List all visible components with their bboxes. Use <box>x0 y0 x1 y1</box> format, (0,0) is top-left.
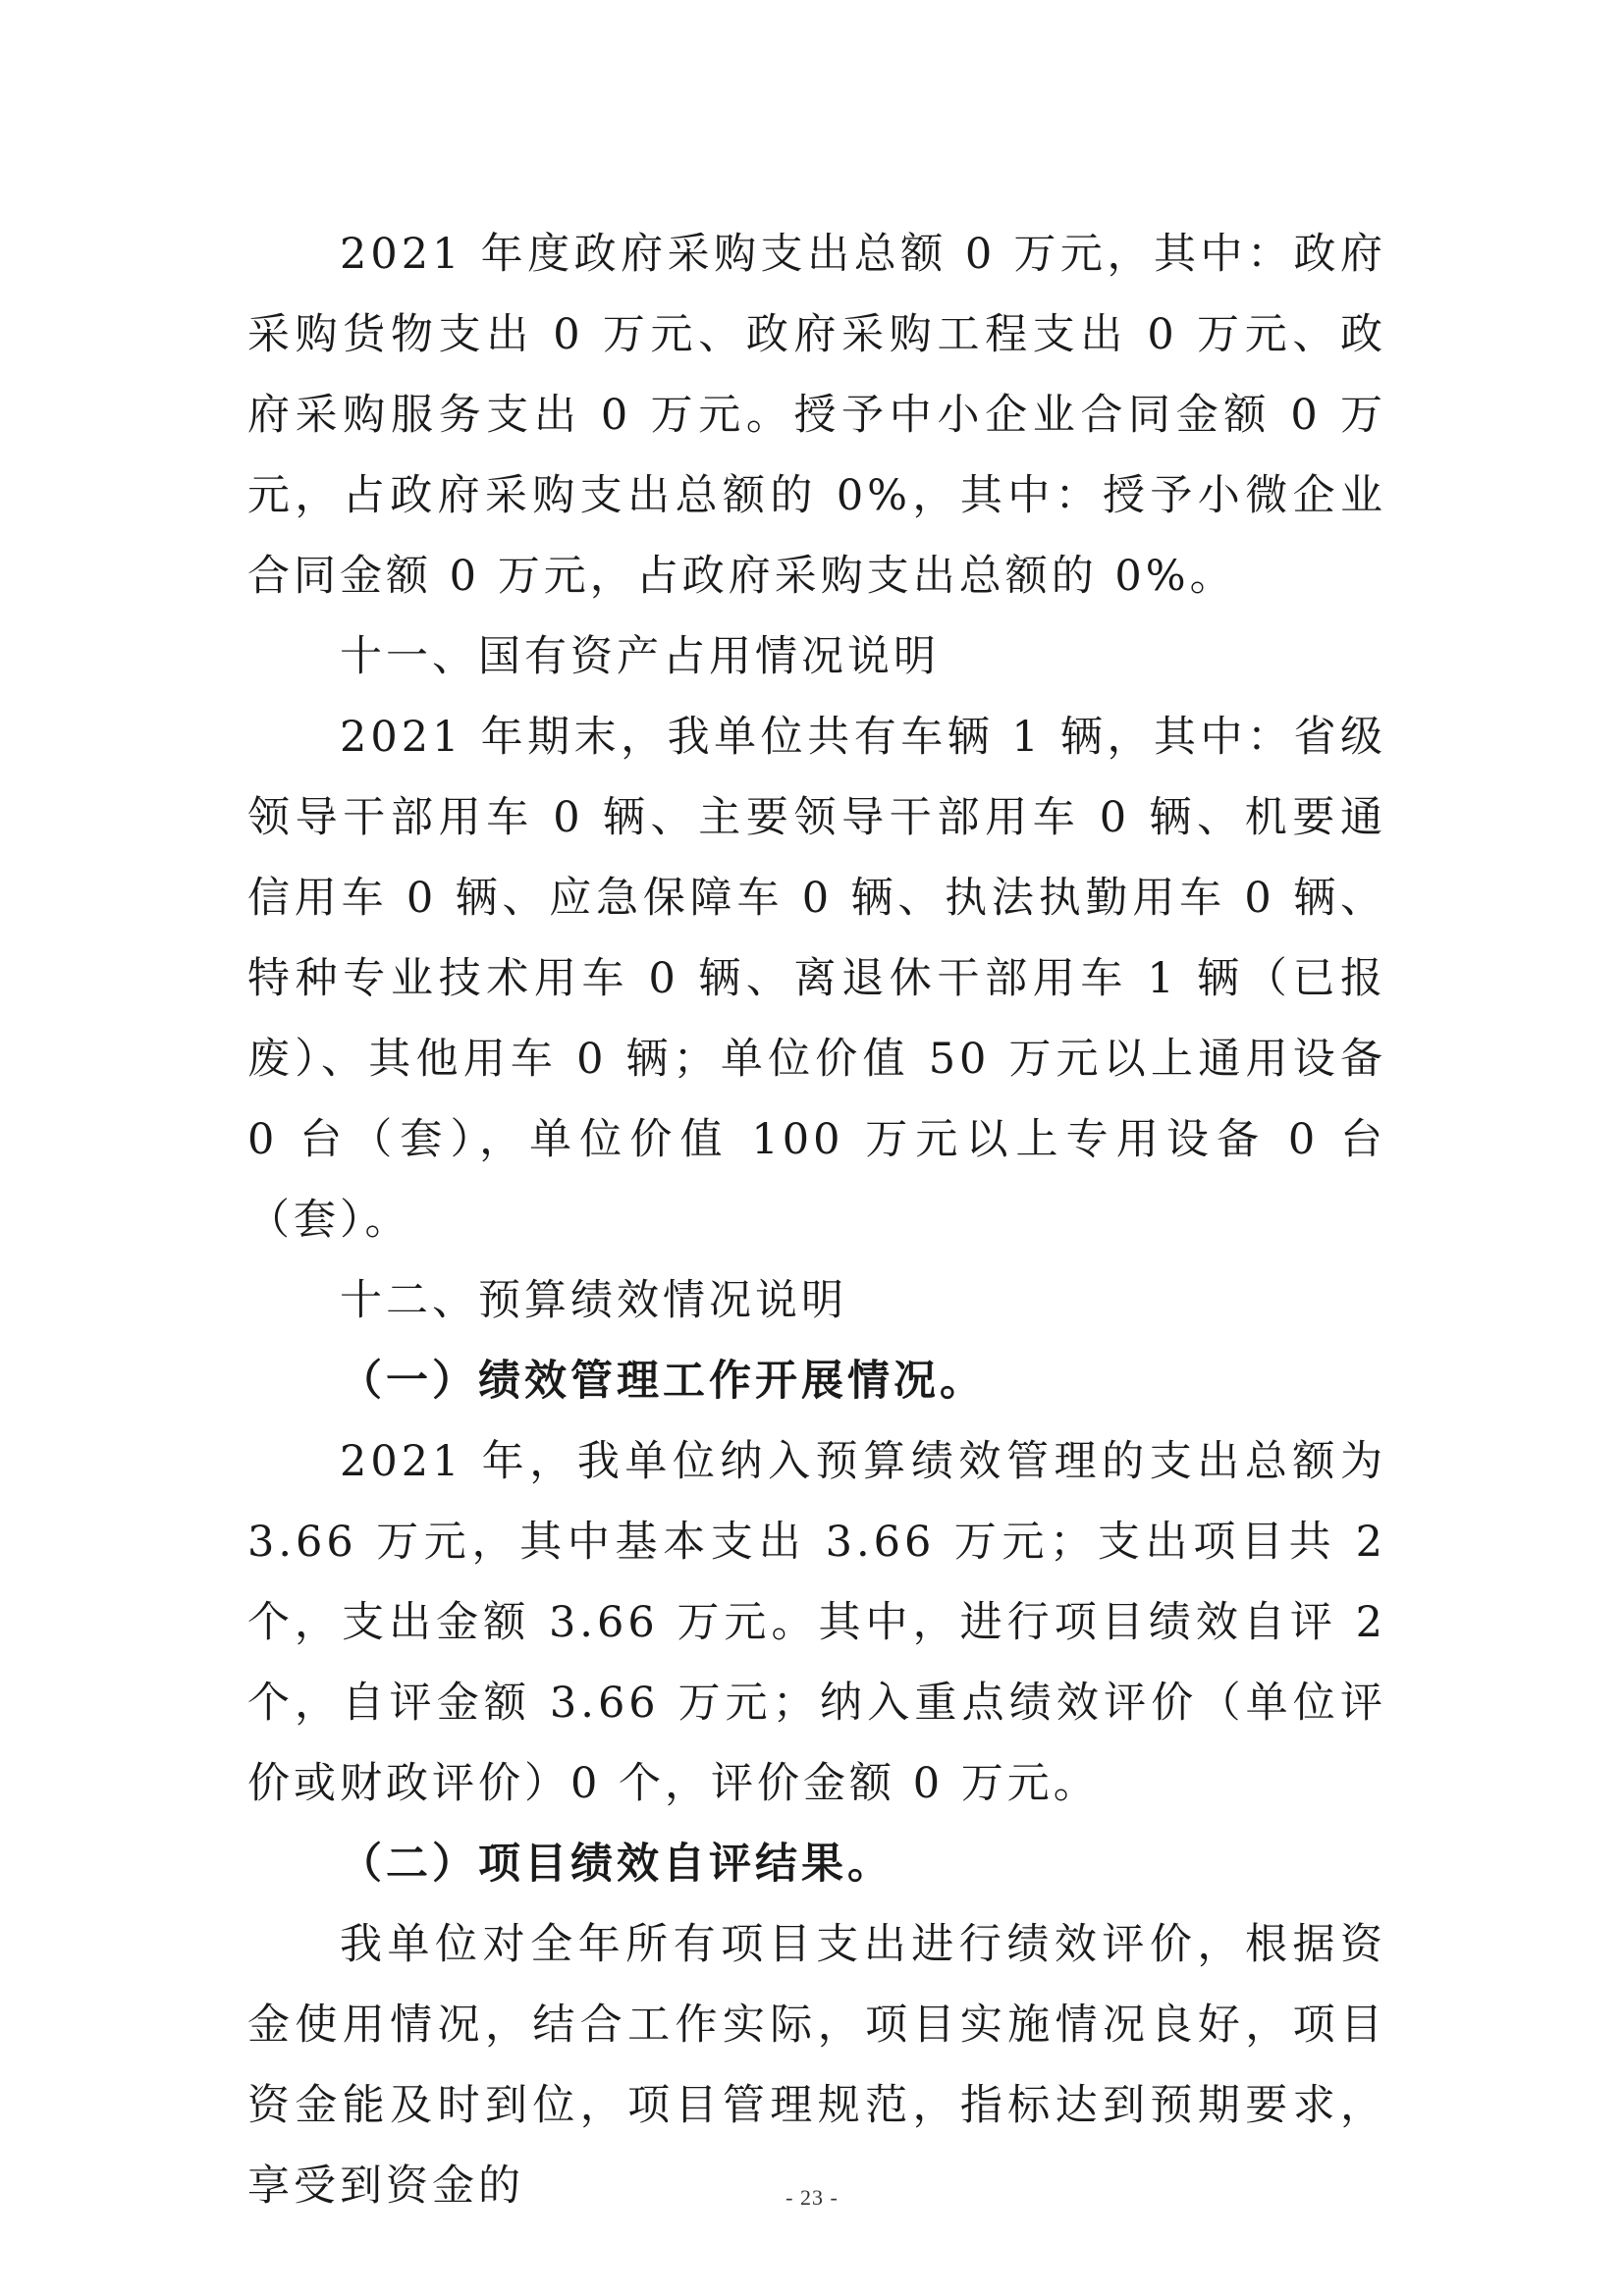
paragraph-self-evaluation: 我单位对全年所有项目支出进行绩效评价，根据资金使用情况，结合工作实际，项目实施情况良好，项目资金能及时到位，项目管理规范，指标达到预期要求，享受到资金的 <box>247 1920 1386 2211</box>
paragraph-procurement: 2021 年度政府采购支出总额 0 万元，其中：政府采购货物支出 0 万元、政府采购工程支出 0 万元、政府采购服务支出 0 万元。授予中小企业合同金额 0 万元，占政府采购支出总额的 0%，其中：授予小微企业合同金额 0 万元，占政府采购支出总额的 0%。 <box>247 230 1386 601</box>
page-number: - 23 - <box>785 2185 839 2210</box>
section-heading-11: 十一、国有资产占用情况说明 <box>340 632 940 681</box>
paragraph-state-assets: 2021 年期末，我单位共有车辆 1 辆，其中：省级领导干部用车 0 辆、主要领导干部用车 0 辆、机要通信用车 0 辆、应急保障车 0 辆、执法执勤用车 0 辆、特种专业技术用车 0 辆、离退休干部用车 1 辆（已报废）、其他用车 0 辆；单位价值 50 万元以上通用设备 0 台（套），单位价值 100 万元以上专用设备 0 台（套）。 <box>247 713 1386 1245</box>
section-heading-12: 十二、预算绩效情况说明 <box>340 1276 847 1325</box>
subheading-self-evaluation: （二）项目绩效自评结果。 <box>340 1840 893 1889</box>
document-body <box>247 214 1386 2226</box>
paragraph-performance-management: 2021 年，我单位纳入预算绩效管理的支出总额为 3.66 万元，其中基本支出 3.66 万元；支出项目共 2 个，支出金额 3.66 万元。其中，进行项目绩效自评 2 个，自评金额 3.66 万元；纳入重点绩效评价（单位评价或财政评价）0 个，评价金额 0 万元。 <box>247 1437 1386 1808</box>
subheading-performance-management: （一）绩效管理工作开展情况。 <box>340 1357 986 1406</box>
